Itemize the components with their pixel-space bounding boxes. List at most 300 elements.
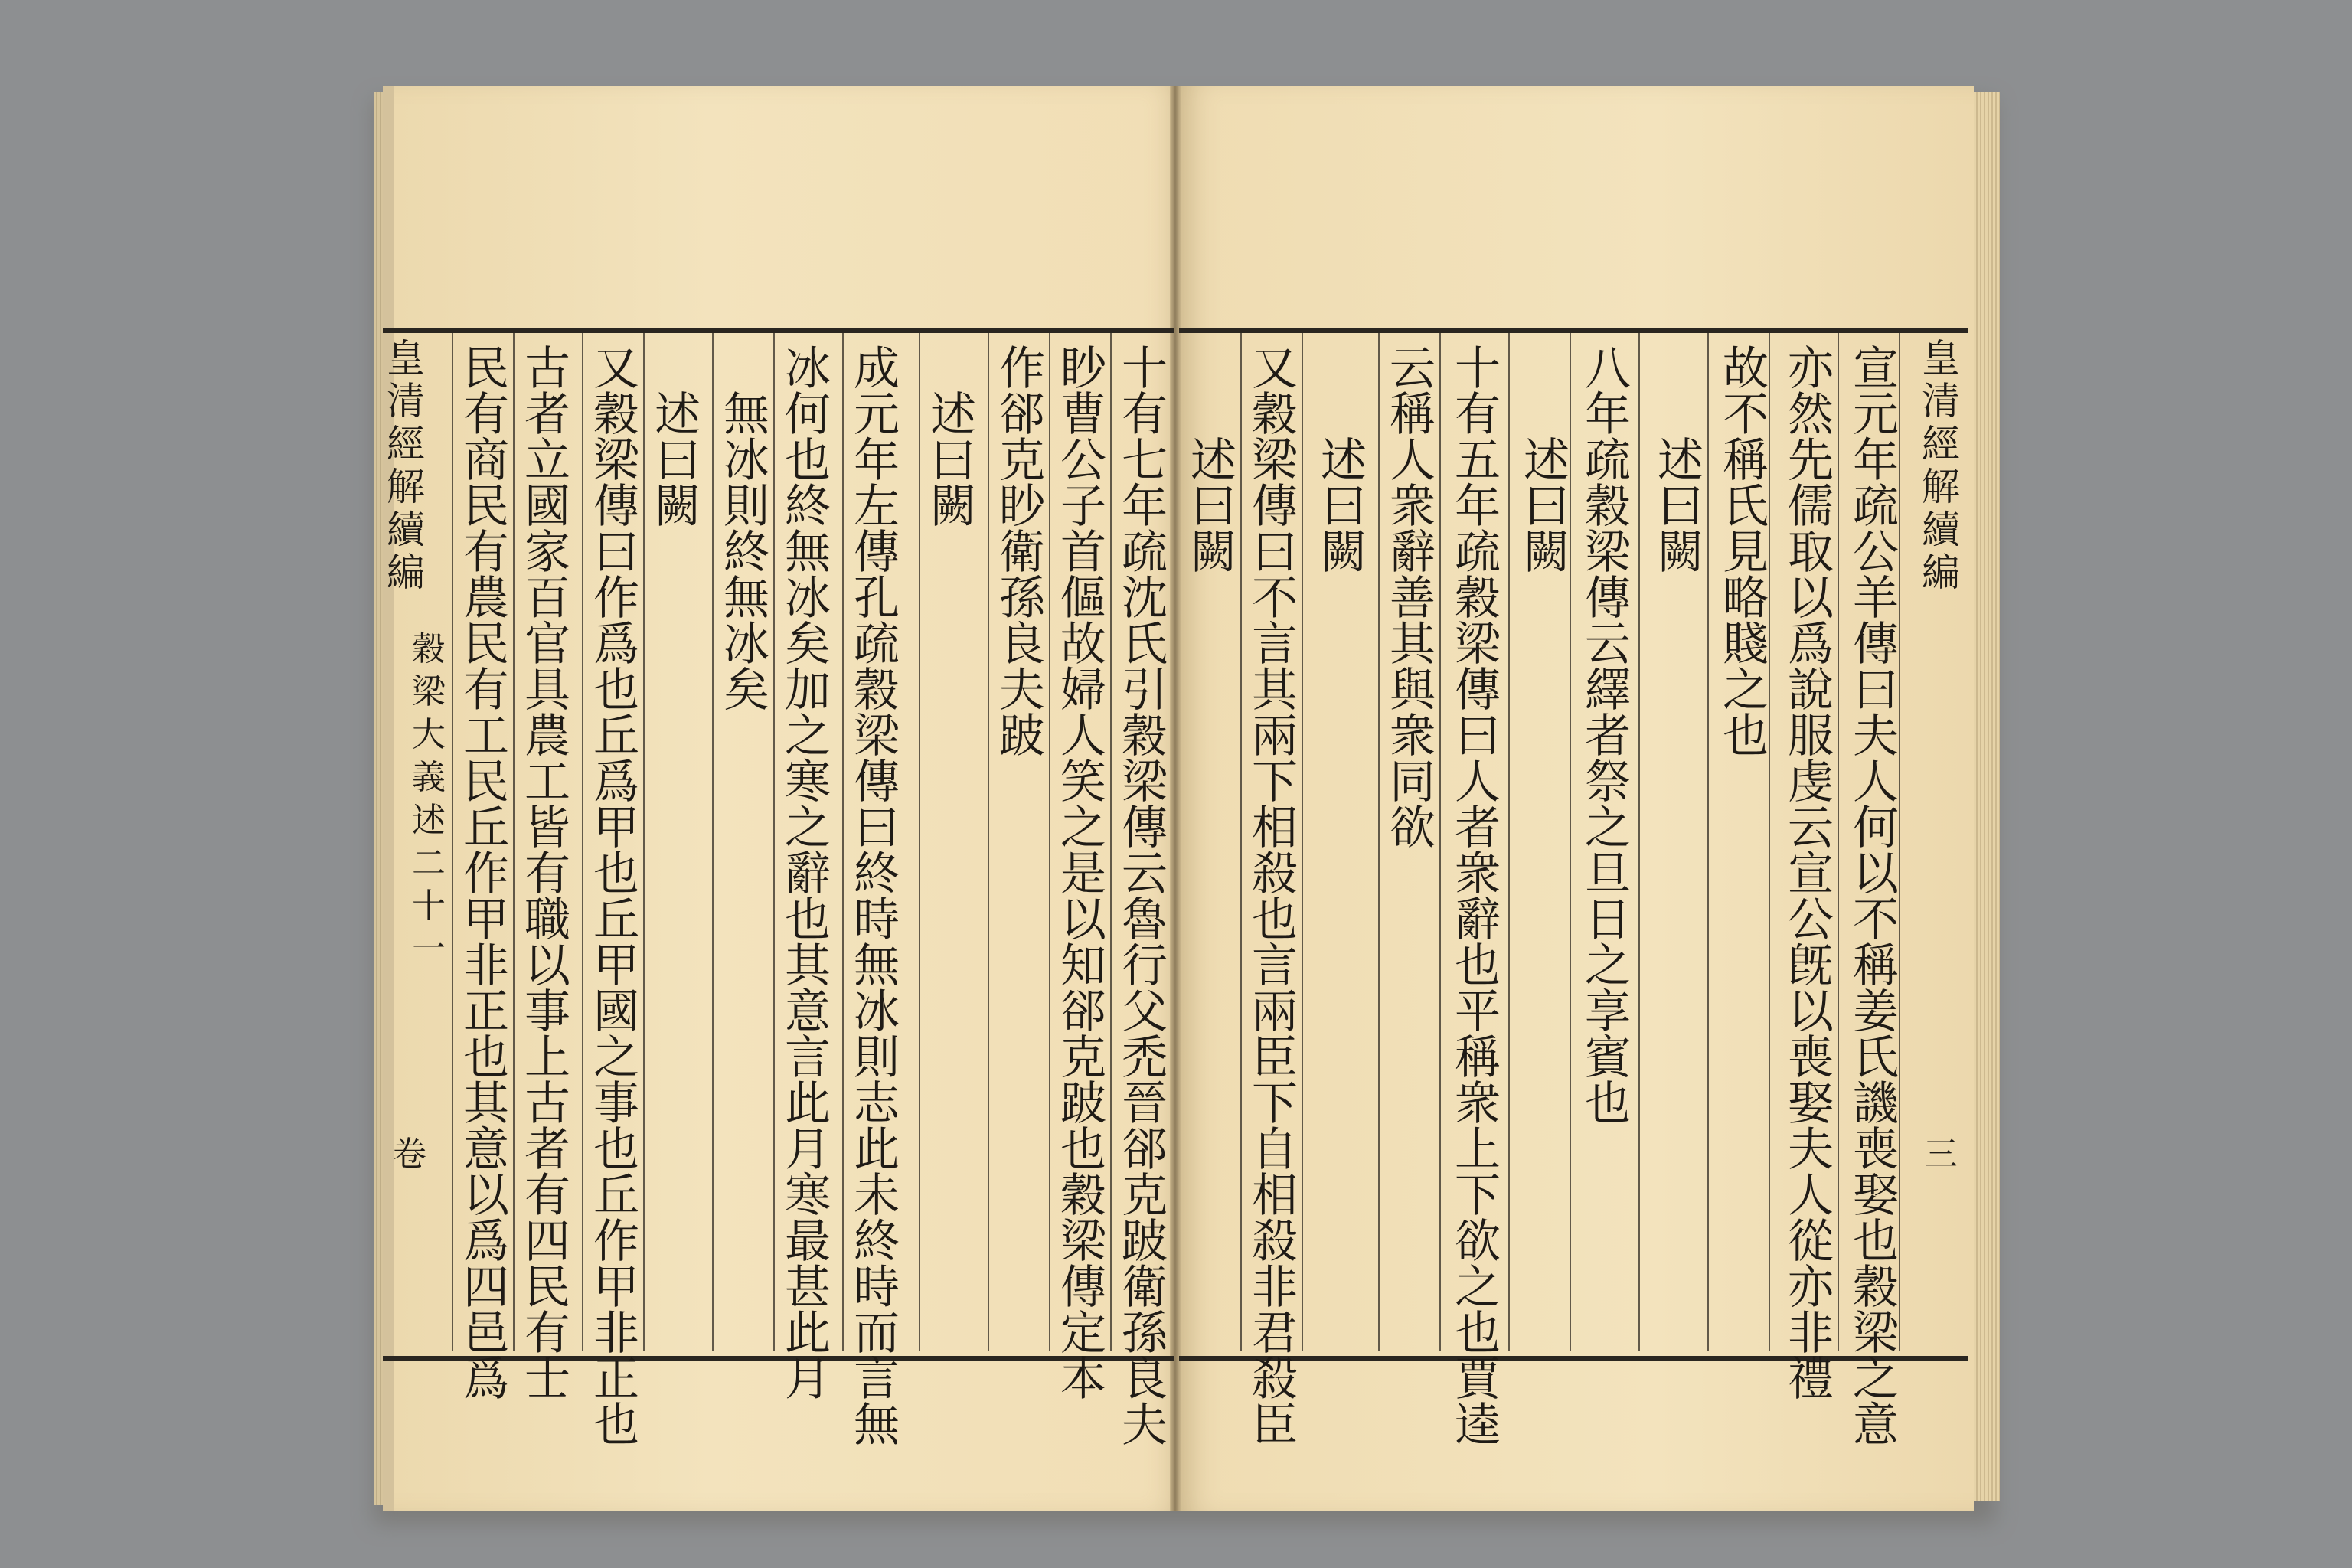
glyph: 者	[1455, 802, 1501, 855]
glyph: 殺	[1252, 1215, 1298, 1269]
glyph: 十	[1455, 342, 1501, 396]
glyph: 無	[854, 1399, 900, 1452]
glyph: 穀	[854, 664, 900, 717]
glyph: 工	[463, 710, 509, 763]
glyph: 自	[1252, 1123, 1298, 1177]
glyph: 述	[930, 388, 976, 442]
glyph: 又	[593, 342, 639, 396]
glyph: 氏	[1723, 480, 1769, 534]
glyph: 穀	[1585, 480, 1631, 534]
glyph: 二	[412, 844, 446, 883]
glyph: 兩	[1252, 710, 1298, 763]
glyph: 兩	[1252, 985, 1298, 1039]
glyph: 此	[854, 1123, 900, 1177]
glyph: 傴	[1060, 572, 1106, 626]
glyph: 皇	[1922, 336, 1960, 381]
glyph: 跛	[1122, 1215, 1168, 1269]
glyph: 穀	[1122, 710, 1168, 763]
glyph: 衛	[999, 526, 1045, 580]
text-column	[720, 388, 773, 717]
glyph: 古	[524, 342, 570, 396]
glyph: 編	[1922, 550, 1960, 595]
glyph: 作	[593, 572, 639, 626]
glyph: 其	[1252, 664, 1298, 717]
glyph: 人	[1390, 434, 1436, 488]
left-chapter-label	[406, 628, 452, 971]
glyph: 之	[1723, 664, 1769, 717]
glyph: 有	[463, 388, 509, 442]
glyph: 行	[1122, 939, 1168, 993]
glyph: 有	[1122, 388, 1168, 442]
text-column	[850, 342, 903, 1452]
glyph: 也	[1252, 893, 1298, 947]
glyph: 亦	[1788, 1261, 1834, 1315]
glyph: 最	[785, 1215, 831, 1269]
glyph: 曰	[1524, 480, 1570, 534]
glyph: 述	[1524, 434, 1570, 488]
text-column	[1849, 342, 1903, 1452]
glyph: 曰	[1658, 480, 1704, 534]
column-rule	[513, 333, 514, 1351]
glyph: 曹	[1060, 388, 1106, 442]
text-column	[1057, 342, 1110, 1406]
glyph: 辭	[1455, 893, 1501, 947]
column-rule	[582, 333, 583, 1351]
glyph: 云	[1122, 848, 1168, 901]
glyph: 皇	[387, 336, 425, 381]
text-column	[651, 388, 704, 488]
glyph: 者	[1585, 710, 1631, 763]
glyph: 月	[785, 1123, 831, 1177]
glyph: 欲	[1455, 1215, 1501, 1269]
glyph: 有	[1455, 388, 1501, 442]
glyph: 上	[1455, 1123, 1501, 1177]
text-column	[1248, 342, 1302, 1452]
glyph: 傳	[1122, 802, 1168, 855]
glyph: 民	[463, 618, 509, 671]
glyph: 祭	[1585, 756, 1631, 809]
glyph: 穀	[1455, 572, 1501, 626]
glyph: 士	[524, 1353, 570, 1406]
glyph: 年	[1585, 388, 1631, 442]
glyph: 曰	[930, 434, 976, 488]
glyph: 續	[1922, 508, 1960, 552]
column-rule	[1508, 333, 1510, 1351]
text-column	[926, 388, 980, 488]
glyph: 喪	[1788, 1031, 1834, 1085]
glyph: 爲	[593, 756, 639, 809]
glyph: 終	[785, 480, 831, 534]
glyph: 穀	[1853, 1261, 1899, 1315]
glyph: 稱	[1723, 434, 1769, 488]
glyph: 丘	[593, 710, 639, 763]
glyph: 之	[1853, 1353, 1899, 1406]
glyph: 是	[1060, 848, 1106, 901]
text-column	[521, 342, 574, 1406]
glyph: 述	[1658, 434, 1704, 488]
glyph: 旦	[1585, 848, 1631, 901]
column-rule	[1707, 333, 1709, 1351]
glyph: 志	[854, 1077, 900, 1131]
glyph: 公	[1853, 526, 1899, 580]
glyph: 取	[1788, 526, 1834, 580]
text-column	[1187, 434, 1240, 534]
glyph: 譏	[1853, 1077, 1899, 1131]
glyph: 有	[524, 1307, 570, 1361]
glyph: 臣	[1252, 1399, 1298, 1452]
glyph: 衆	[1455, 1077, 1501, 1131]
glyph: 郤	[1060, 985, 1106, 1039]
glyph: 姜	[1853, 985, 1899, 1039]
glyph: 之	[785, 802, 831, 855]
glyph: 良	[1122, 1353, 1168, 1406]
glyph: 相	[1252, 802, 1298, 855]
glyph: 禿	[1122, 1031, 1168, 1085]
glyph: 國	[524, 480, 570, 534]
glyph: 曰	[1853, 664, 1899, 717]
glyph: 成	[854, 342, 900, 396]
glyph: 定	[1060, 1307, 1106, 1361]
glyph: 梁	[1252, 434, 1298, 488]
glyph: 正	[593, 1353, 639, 1406]
glyph: 眇	[1060, 342, 1106, 396]
glyph: 也	[1455, 1307, 1501, 1361]
glyph: 不	[1853, 893, 1899, 947]
glyph: 人	[1853, 756, 1899, 809]
glyph: 魯	[1122, 893, 1168, 947]
glyph: 逵	[1455, 1399, 1501, 1452]
glyph: 而	[854, 1307, 900, 1361]
glyph: 經	[387, 422, 425, 466]
column-rule	[919, 333, 920, 1351]
glyph: 未	[854, 1169, 900, 1223]
column-rule	[1838, 333, 1839, 1351]
glyph: 云	[1788, 802, 1834, 855]
glyph: 辭	[785, 848, 831, 901]
glyph: 虔	[1788, 756, 1834, 809]
glyph: 述	[1191, 434, 1236, 488]
glyph: 郤	[1122, 1123, 1168, 1177]
glyph: 相	[1252, 1169, 1298, 1223]
glyph: 無	[854, 939, 900, 993]
glyph: 十	[1122, 342, 1168, 396]
glyph: 言	[1252, 939, 1298, 993]
glyph: 氏	[1122, 618, 1168, 671]
glyph: 略	[1723, 572, 1769, 626]
glyph: 解	[387, 465, 425, 509]
glyph: 民	[463, 342, 509, 396]
glyph: 之	[1585, 802, 1631, 855]
glyph: 有	[524, 1169, 570, 1223]
glyph: 年	[1853, 434, 1899, 488]
glyph: 邑	[463, 1307, 509, 1361]
glyph: 疏	[1455, 526, 1501, 580]
glyph: 卷	[393, 1135, 426, 1174]
glyph: 同	[1390, 756, 1436, 809]
glyph: 以	[1853, 848, 1899, 901]
glyph: 無	[724, 388, 769, 442]
glyph: 不	[1252, 572, 1298, 626]
glyph: 不	[1723, 388, 1769, 442]
text-column	[1520, 526, 1573, 580]
glyph: 首	[1060, 526, 1106, 580]
glyph: 職	[524, 893, 570, 947]
glyph: 又	[1252, 342, 1298, 396]
glyph: 冰	[785, 572, 831, 626]
text-column	[781, 342, 835, 1406]
glyph: 意	[1853, 1399, 1899, 1452]
glyph: 云	[1585, 618, 1631, 671]
glyph: 公	[1788, 893, 1834, 947]
glyph: 元	[1853, 388, 1899, 442]
glyph: 寒	[785, 1169, 831, 1223]
glyph: 終	[854, 848, 900, 901]
text-column	[926, 480, 980, 534]
column-rule	[1439, 333, 1441, 1351]
glyph: 三	[1924, 1135, 1958, 1174]
glyph: 非	[1788, 1307, 1834, 1361]
glyph: 有	[524, 848, 570, 901]
glyph: 商	[463, 434, 509, 488]
column-rule	[712, 333, 714, 1351]
text-column	[1118, 342, 1171, 1452]
column-rule	[643, 333, 645, 1351]
glyph: 作	[463, 848, 509, 901]
glyph: 也	[463, 1031, 509, 1085]
column-rule	[842, 333, 844, 1351]
glyph: 旣	[1788, 939, 1834, 993]
text-column	[590, 342, 643, 1452]
glyph: 孫	[999, 572, 1045, 626]
glyph: 七	[1122, 434, 1168, 488]
glyph: 子	[1060, 480, 1106, 534]
glyph: 克	[1122, 1169, 1168, 1223]
text-column	[1386, 342, 1439, 855]
glyph: 也	[785, 893, 831, 947]
glyph: 八	[1585, 342, 1631, 396]
glyph: 傳	[854, 756, 900, 809]
glyph: 殺	[1252, 1353, 1298, 1406]
glyph: 民	[463, 756, 509, 809]
glyph: 官	[524, 618, 570, 671]
glyph: 宣	[1788, 848, 1834, 901]
glyph: 然	[1788, 388, 1834, 442]
glyph: 曰	[655, 434, 701, 488]
glyph: 此	[785, 1307, 831, 1361]
glyph: 上	[524, 1031, 570, 1085]
glyph: 善	[1390, 572, 1436, 626]
glyph: 述	[655, 388, 701, 442]
glyph: 疏	[1122, 526, 1168, 580]
glyph: 終	[854, 1215, 900, 1269]
glyph: 衛	[1122, 1261, 1168, 1315]
glyph: 先	[1788, 434, 1834, 488]
glyph: 續	[387, 508, 425, 552]
right-margin-title	[1918, 337, 1964, 594]
glyph: 民	[463, 480, 509, 534]
glyph: 傳	[854, 526, 900, 580]
glyph: 正	[463, 985, 509, 1039]
glyph: 非	[1252, 1261, 1298, 1315]
glyph: 說	[1788, 664, 1834, 717]
glyph: 無	[724, 572, 769, 626]
glyph: 則	[854, 1031, 900, 1085]
glyph: 曰	[1321, 480, 1367, 534]
text-column	[1784, 342, 1838, 1406]
glyph: 下	[1252, 1077, 1298, 1131]
glyph: 云	[1390, 342, 1436, 396]
left-folio	[387, 1133, 433, 1176]
glyph: 編	[387, 550, 425, 595]
text-column	[459, 342, 513, 1406]
glyph: 穀	[1252, 388, 1298, 442]
glyph: 其	[463, 1077, 509, 1131]
glyph: 稱	[1455, 1031, 1501, 1085]
glyph: 夫	[999, 664, 1045, 717]
glyph: 解	[1922, 465, 1960, 509]
text-column	[651, 480, 704, 534]
glyph: 工	[524, 756, 570, 809]
glyph: 丘	[463, 802, 509, 855]
glyph: 立	[524, 434, 570, 488]
glyph: 之	[785, 710, 831, 763]
glyph: 民	[524, 1261, 570, 1315]
glyph: 孫	[1122, 1307, 1168, 1361]
glyph: 五	[1455, 434, 1501, 488]
glyph: 曰	[1191, 480, 1236, 534]
glyph: 也	[593, 664, 639, 717]
glyph: 以	[524, 939, 570, 993]
glyph: 年	[1122, 480, 1168, 534]
glyph: 述	[1321, 434, 1367, 488]
text-column	[1719, 342, 1772, 763]
glyph: 終	[724, 526, 769, 580]
glyph: 冰	[854, 985, 900, 1039]
text-column	[1654, 434, 1707, 534]
glyph: 非	[463, 939, 509, 993]
glyph: 其	[785, 939, 831, 993]
glyph: 爲	[593, 618, 639, 671]
glyph: 儒	[1788, 480, 1834, 534]
glyph: 矣	[724, 664, 769, 717]
glyph: 稱	[1853, 939, 1899, 993]
glyph: 羊	[1853, 572, 1899, 626]
column-rule	[1302, 333, 1303, 1351]
text-column	[1317, 434, 1370, 534]
glyph: 也	[593, 1123, 639, 1177]
glyph: 也	[1585, 1077, 1631, 1131]
glyph: 賈	[1455, 1353, 1501, 1406]
glyph: 甚	[785, 1261, 831, 1315]
glyph: 無	[785, 526, 831, 580]
glyph: 也	[1723, 710, 1769, 763]
column-rule	[1638, 333, 1640, 1351]
glyph: 闕	[1658, 526, 1704, 580]
glyph: 言	[854, 1353, 900, 1406]
glyph: 良	[999, 618, 1045, 671]
glyph: 人	[1455, 756, 1501, 809]
glyph: 四	[463, 1261, 509, 1315]
glyph: 也	[593, 1399, 639, 1452]
glyph: 有	[463, 526, 509, 580]
glyph: 作	[593, 1215, 639, 1269]
glyph: 臣	[1252, 1031, 1298, 1085]
glyph: 經	[1922, 422, 1960, 466]
glyph: 傳	[593, 480, 639, 534]
column-rule	[452, 333, 453, 1351]
glyph: 從	[1788, 1215, 1834, 1269]
text-column	[1451, 342, 1504, 1452]
glyph: 衆	[1390, 480, 1436, 534]
glyph: 知	[1060, 939, 1106, 993]
glyph: 闕	[1321, 526, 1367, 580]
glyph: 一	[412, 929, 446, 969]
glyph: 具	[524, 664, 570, 717]
glyph: 梁	[1060, 1215, 1106, 1269]
glyph: 則	[724, 480, 769, 534]
glyph: 傳	[1585, 572, 1631, 626]
glyph: 梁	[1455, 618, 1501, 671]
glyph: 述	[412, 801, 446, 840]
glyph: 也	[1455, 939, 1501, 993]
glyph: 事	[524, 985, 570, 1039]
glyph: 賓	[1585, 1031, 1631, 1085]
glyph: 也	[1853, 1215, 1899, 1269]
glyph: 眇	[999, 480, 1045, 534]
glyph: 月	[785, 1353, 831, 1406]
glyph: 疏	[1585, 434, 1631, 488]
glyph: 喪	[1853, 1123, 1899, 1177]
glyph: 梁	[1122, 756, 1168, 809]
glyph: 事	[593, 1077, 639, 1131]
glyph: 大	[412, 715, 446, 754]
glyph: 甲	[463, 893, 509, 947]
glyph: 夫	[1788, 1123, 1834, 1177]
glyph: 十	[412, 887, 446, 926]
glyph: 古	[524, 1077, 570, 1131]
glyph: 見	[1723, 526, 1769, 580]
glyph: 疏	[1853, 480, 1899, 534]
glyph: 也	[593, 848, 639, 901]
glyph: 傳	[1060, 1261, 1106, 1315]
glyph: 時	[854, 1261, 900, 1315]
glyph: 甲	[593, 939, 639, 993]
glyph: 跛	[999, 710, 1045, 763]
glyph: 衆	[1455, 848, 1501, 901]
glyph: 君	[1252, 1307, 1298, 1361]
glyph: 元	[854, 388, 900, 442]
glyph: 沈	[1122, 572, 1168, 626]
glyph: 下	[1252, 756, 1298, 809]
glyph: 其	[1390, 618, 1436, 671]
glyph: 言	[785, 1031, 831, 1085]
column-rule	[1110, 333, 1112, 1351]
glyph: 以	[463, 1169, 509, 1223]
glyph: 非	[593, 1307, 639, 1361]
glyph: 梁	[1853, 1307, 1899, 1361]
glyph: 宣	[1853, 342, 1899, 396]
glyph: 闕	[1524, 526, 1570, 580]
glyph: 丘	[593, 1169, 639, 1223]
glyph: 冰	[724, 618, 769, 671]
glyph: 何	[1853, 802, 1899, 855]
glyph: 矣	[785, 618, 831, 671]
glyph: 穀	[593, 388, 639, 442]
glyph: 與	[1390, 664, 1436, 717]
glyph: 也	[785, 434, 831, 488]
glyph: 曰	[1455, 710, 1501, 763]
glyph: 意	[785, 985, 831, 1039]
